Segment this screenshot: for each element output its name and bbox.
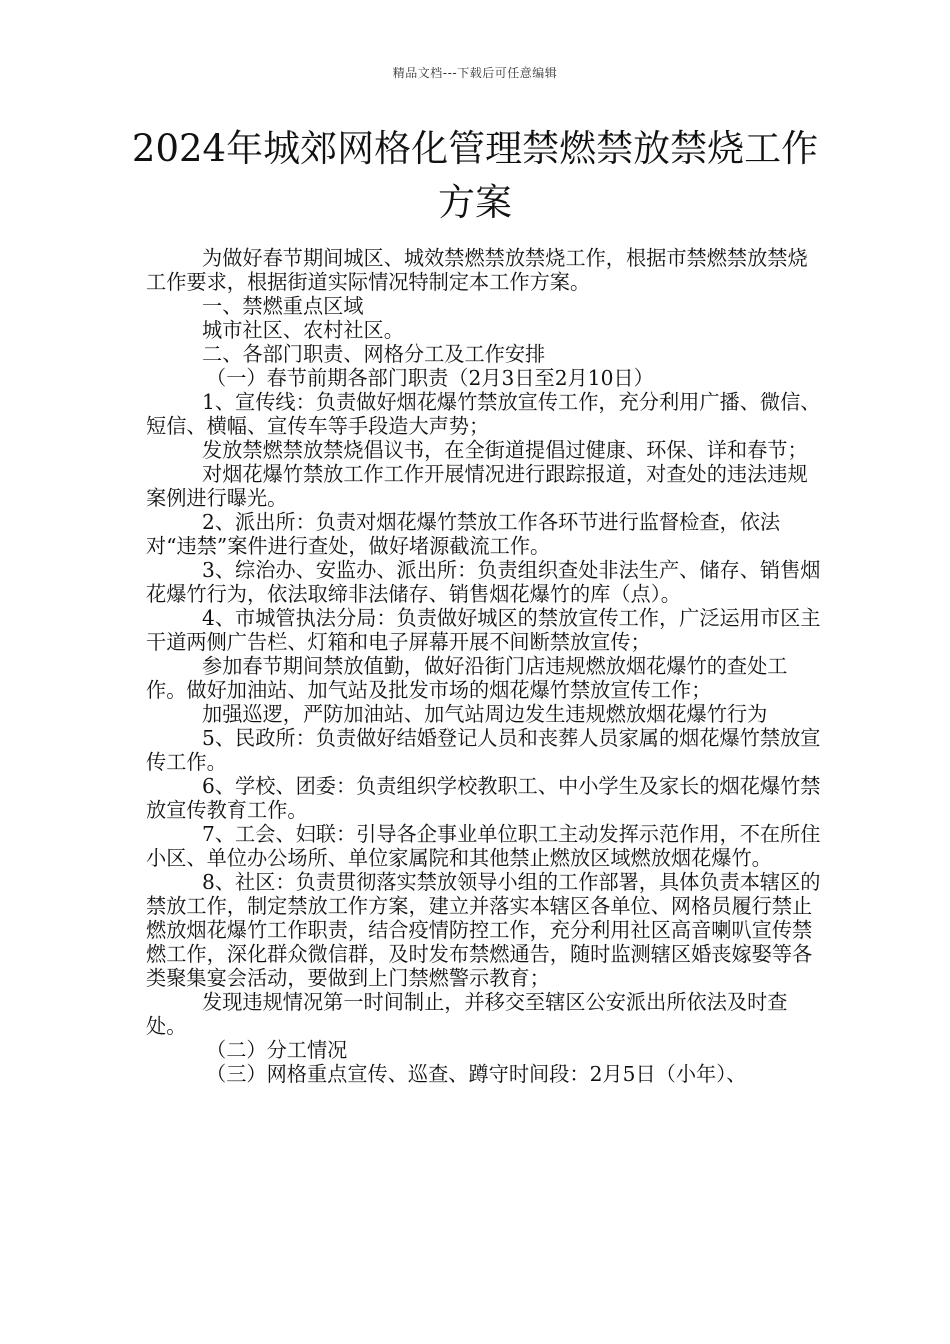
subsection-heading-3: （三）网格重点宣传、巡查、蹲守时间段：2月5日（小年）、 bbox=[206, 1062, 747, 1086]
body-paragraph: 参加春节期间禁放值勤，做好沿街门店违规燃放烟花爆竹的查处工作。做好加油站、加气站及批发市场的烟花爆竹禁放宣传工作； bbox=[146, 654, 788, 702]
list-item: 2、派出所：负责对烟花爆竹禁放工作各环节进行监督检查，依法对“违禁”案件进行查处，做好堵源截流工作。 bbox=[146, 510, 781, 558]
body-paragraph: 城市社区、农村社区。 bbox=[202, 318, 404, 342]
title-line-1: 2024年城郊网格化管理禁燃禁放禁烧工作 bbox=[131, 127, 819, 170]
section-heading-1: 一、禁燃重点区域 bbox=[202, 294, 364, 318]
list-item: 1、宣传线：负责做好烟花爆竹禁放宣传工作，充分利用广播、微信、短信、横幅、宣传车等手段造大声势； bbox=[146, 390, 821, 438]
body-paragraph: 对烟花爆竹禁放工作工作开展情况进行跟踪报道，对查处的违法违规案例进行曝光。 bbox=[146, 462, 808, 510]
list-item: 7、工会、妇联：引导各企事业单位职工主动发挥示范作用，不在所住小区、单位办公场所、单位家属院和其他禁止燃放区域燃放烟花爆竹。 bbox=[146, 822, 821, 870]
section-heading-2: 二、各部门职责、网格分工及工作安排 bbox=[202, 342, 546, 366]
list-item: 5、民政所：负责做好结婚登记人员和丧葬人员家属的烟花爆竹禁放宣传工作。 bbox=[146, 726, 821, 774]
body-paragraph: 加强巡逻，严防加油站、加气站周边发生违规燃放烟花爆竹行为 bbox=[202, 702, 768, 726]
document-header-note: 精品文档---下载后可任意编辑 bbox=[392, 66, 558, 80]
body-paragraph: 发现违规情况第一时间制止，并移交至辖区公安派出所依法及时查处。 bbox=[146, 990, 788, 1038]
intro-paragraph: 为做好春节期间城区、城效禁燃禁放禁烧工作，根据市禁燃禁放禁烧工作要求，根据街道实际情况特制定本工作方案。 bbox=[146, 246, 808, 294]
subsection-heading-2: （二）分工情况 bbox=[206, 1038, 348, 1062]
title-line-2: 方案 bbox=[438, 181, 512, 224]
list-item: 4、市城管执法分局：负责做好城区的禁放宣传工作，广泛运用市区主干道两侧广告栏、灯箱和电子屏幕开展不间断禁放宣传； bbox=[146, 606, 821, 654]
subsection-heading-1: （一）春节前期各部门职责（2月3日至2月10日） bbox=[206, 366, 654, 390]
document-title bbox=[120, 122, 830, 230]
list-item: 8、社区：负责贯彻落实禁放领导小组的工作部署，具体负责本辖区的禁放工作，制定禁放工作方案，建立并落实本辖区各单位、网格员履行禁止燃放烟花爆竹工作职责，结合疫情防控工作，充分利用社区高音喇叭宣传禁燃工作，深化群众微信群，及时发布禁燃通告，随时监测辖区婚丧嫁娶等各类聚集宴会活动，要做到上门禁燃警示教育； bbox=[146, 870, 821, 990]
list-item: 6、学校、团委：负责组织学校教职工、中小学生及家长的烟花爆竹禁放宣传教育工作。 bbox=[146, 774, 821, 822]
body-paragraph: 发放禁燃禁放禁烧倡议书，在全街道提倡过健康、环保、详和春节； bbox=[202, 438, 808, 462]
document-body bbox=[146, 246, 826, 1086]
list-item: 3、综治办、安监办、派出所：负责组织查处非法生产、储存、销售烟花爆竹行为，依法取缔非法储存、销售烟花爆竹的库（点）。 bbox=[146, 558, 821, 606]
